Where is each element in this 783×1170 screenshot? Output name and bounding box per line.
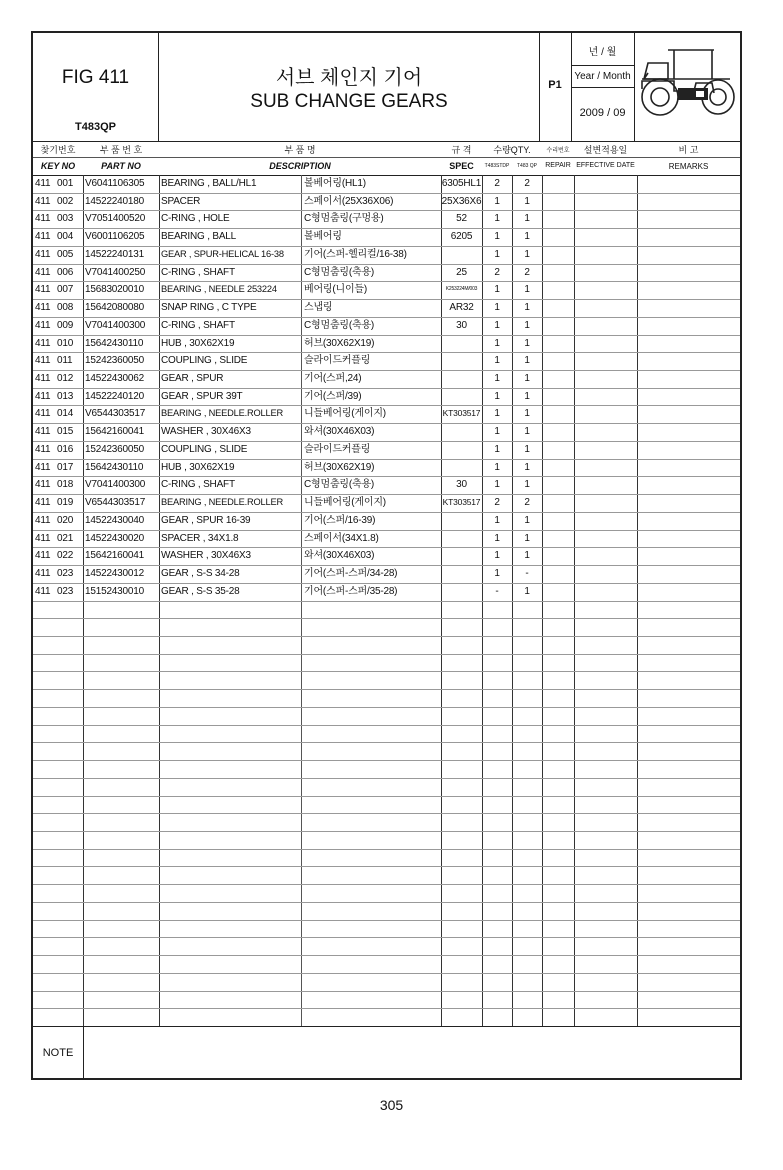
parts-sheet <box>31 31 742 1080</box>
cell-key: 003 <box>57 213 74 225</box>
cell-q1: 1 <box>494 319 500 331</box>
col-part-en: PART NO <box>101 161 141 171</box>
cell-key: 009 <box>57 319 74 331</box>
cell-spec: 25 <box>456 266 467 278</box>
note-box <box>33 1026 740 1079</box>
cell-desc-kr: 니들베어링(게이지) <box>304 497 386 509</box>
cell-desc-kr: 허브(30X62X19) <box>304 461 375 473</box>
cell-q1: 1 <box>494 373 500 385</box>
cell-q2: 1 <box>524 532 530 544</box>
cell-desc-en: GEAR , SPUR <box>161 373 224 385</box>
cell-fig: 411 <box>35 514 51 526</box>
cell-q2: 1 <box>524 585 530 597</box>
ym-korean: 년 / 월 <box>588 47 617 58</box>
cell-q2: 1 <box>524 443 530 455</box>
cell-part: V6041106305 <box>85 178 145 189</box>
cell-part: 15642160041 <box>85 550 144 562</box>
model-code: T483QP <box>75 121 116 133</box>
cell-q1: 1 <box>494 550 500 562</box>
cell-q2: 1 <box>524 479 530 491</box>
sheet-header <box>33 33 740 142</box>
cell-q2: 1 <box>524 550 530 562</box>
cell-key: 022 <box>57 550 74 562</box>
cell-desc-kr: C형멈춤링(축용) <box>304 479 375 491</box>
cell-q1: 1 <box>494 337 500 349</box>
cell-q1: 1 <box>494 479 500 491</box>
cell-desc-en: GEAR , SPUR-HELICAL 16-38 <box>161 248 284 259</box>
cell-fig: 411 <box>35 355 51 367</box>
cell-q2: 1 <box>524 231 530 243</box>
cell-fig: 411 <box>35 568 51 580</box>
ym-value: 2009 / 09 <box>579 107 626 119</box>
cell-key: 005 <box>57 248 74 260</box>
cell-desc-en: GEAR , SPUR 39T <box>161 390 243 402</box>
cell-q1: 1 <box>494 426 500 438</box>
cell-part: V7041400300 <box>85 479 146 491</box>
cell-desc-en: C-RING , HOLE <box>161 213 230 225</box>
col-qty: 수량QTY. <box>493 145 531 155</box>
cell-part: V6001106205 <box>85 231 145 243</box>
cell-desc-en: C-RING , SHAFT <box>161 319 235 331</box>
cell-q1: 1 <box>494 213 500 225</box>
cell-q1: 1 <box>494 568 500 580</box>
cell-q2: 1 <box>524 426 530 438</box>
cell-key: 015 <box>57 426 74 438</box>
cell-part: 14522240131 <box>85 248 144 260</box>
cell-desc-en: HUB , 30X62X19 <box>161 337 235 349</box>
col-desc-kr: 부 품 명 <box>284 145 316 155</box>
col-qty-std: T483STDP <box>484 163 510 169</box>
cell-key: 007 <box>57 284 74 296</box>
cell-key: 023 <box>57 568 74 580</box>
cell-q2: 1 <box>524 195 530 207</box>
cell-q1: 1 <box>494 532 500 544</box>
cell-desc-kr: 볼베어링 <box>304 231 342 243</box>
cell-desc-kr: 스페이서(25X36X06) <box>304 195 394 207</box>
cell-q1: 1 <box>494 231 500 243</box>
cell-part: 15642430110 <box>85 461 144 473</box>
cell-q2: 1 <box>524 284 530 296</box>
cell-desc-en: BEARING , NEEDLE.ROLLER <box>161 497 283 508</box>
cell-fig: 411 <box>35 284 51 296</box>
cell-desc-en: C-RING , SHAFT <box>161 479 235 491</box>
year-month-block <box>571 33 634 141</box>
cell-key: 011 <box>57 355 73 367</box>
cell-part: 14522240180 <box>85 195 144 207</box>
title-block <box>159 33 539 141</box>
fig-block <box>33 33 158 141</box>
cell-spec: K253224M/003 <box>445 286 478 293</box>
cell-key: 017 <box>57 461 74 473</box>
cell-fig: 411 <box>35 426 51 438</box>
col-qty-qp: T483 QP <box>516 163 537 169</box>
cell-fig: 411 <box>35 373 51 385</box>
cell-part: 14522430062 <box>85 373 144 385</box>
cell-fig: 411 <box>35 390 51 402</box>
cell-key: 004 <box>57 231 74 243</box>
cell-q1: 1 <box>494 390 500 402</box>
cell-desc-kr: 슬라이드커플링 <box>304 355 371 367</box>
cell-q2: 1 <box>524 355 530 367</box>
cell-key: 008 <box>57 302 74 314</box>
cell-q1: 2 <box>494 266 500 278</box>
cell-q2: 1 <box>524 408 530 420</box>
col-rem-kr: 비 고 <box>678 145 699 155</box>
cell-q2: 1 <box>524 461 530 473</box>
col-repair-en: REPAIR <box>545 162 571 169</box>
fig-number: FIG 411 <box>61 67 130 88</box>
cell-part: V7041400300 <box>85 319 146 331</box>
cell-spec: AR32 <box>449 302 474 314</box>
cell-desc-kr: 기어(스퍼/16-39) <box>304 514 376 526</box>
cell-spec: 6205 <box>450 231 473 243</box>
cell-q1: 1 <box>494 443 500 455</box>
cell-fig: 411 <box>35 231 51 243</box>
cell-desc-en: BEARING , NEEDLE.ROLLER <box>161 408 283 419</box>
cell-spec: 6305HL1 <box>441 178 482 189</box>
cell-fig: 411 <box>35 550 51 562</box>
col-eff-kr: 설변적용일 <box>583 145 628 155</box>
col-desc-en: DESCRIPTION <box>269 161 331 171</box>
cell-q2: 1 <box>524 302 530 314</box>
cell-part: 15642430110 <box>85 337 144 349</box>
cell-fig: 411 <box>35 213 51 225</box>
cell-desc-kr: 기어(스퍼/39) <box>304 390 362 402</box>
cell-fig: 411 <box>35 532 51 544</box>
cell-q2: 1 <box>524 514 530 526</box>
cell-q1: 1 <box>494 248 500 260</box>
cell-key: 023 <box>57 585 74 597</box>
cell-desc-en: WASHER , 30X46X3 <box>161 550 251 562</box>
cell-key: 019 <box>57 497 74 509</box>
cell-desc-kr: C형멈춤링(축용) <box>304 266 375 278</box>
column-header <box>33 141 740 176</box>
cell-desc-kr: C형멈춤링(구멍용) <box>304 213 384 225</box>
title-korean: 서브 체인지 기어 <box>275 67 423 89</box>
cell-spec: 30 <box>456 479 467 491</box>
cell-q2: 1 <box>524 248 530 260</box>
cell-desc-en: SPACER , 34X1.8 <box>161 532 239 544</box>
cell-q2: - <box>525 568 529 580</box>
cell-part: 15242360050 <box>85 443 144 455</box>
page-number: 305 <box>379 1097 404 1113</box>
cell-q2: 1 <box>524 373 530 385</box>
cell-part: V7041400250 <box>85 266 146 278</box>
cell-q1: 2 <box>494 497 500 509</box>
title-english: SUB CHANGE GEARS <box>250 91 448 112</box>
col-rem-en: REMARKS <box>668 162 709 171</box>
cell-q2: 2 <box>524 497 530 509</box>
cell-fig: 411 <box>35 302 51 314</box>
cell-part: 15152430010 <box>85 585 144 597</box>
cell-desc-kr: 스페이서(34X1.8) <box>304 532 379 544</box>
cell-key: 002 <box>57 195 74 207</box>
page-code-label: P1 <box>548 79 562 91</box>
cell-q1: 1 <box>494 355 500 367</box>
tractor-icon <box>634 33 740 141</box>
cell-spec: 30 <box>456 319 467 331</box>
cell-key: 010 <box>57 337 74 349</box>
cell-fig: 411 <box>35 461 51 473</box>
cell-q2: 2 <box>524 178 530 189</box>
cell-q1: 1 <box>494 461 500 473</box>
parts-table <box>33 175 740 1026</box>
cell-desc-en: COUPLING , SLIDE <box>161 443 248 455</box>
col-spec-kr: 규 격 <box>451 145 472 155</box>
col-part-kr: 부 품 번 호 <box>99 145 143 155</box>
cell-fig: 411 <box>35 408 51 420</box>
cell-desc-kr: 기어(스퍼-스퍼/34-28) <box>304 568 398 580</box>
cell-part: 14522430040 <box>85 514 144 526</box>
cell-part: V7051400520 <box>85 213 146 225</box>
cell-spec: 25X36X6 <box>441 195 482 207</box>
cell-desc-en: BEARING , BALL <box>161 231 237 243</box>
cell-desc-kr: 스냅링 <box>304 302 333 314</box>
cell-desc-kr: 허브(30X62X19) <box>304 337 375 349</box>
cell-q2: 1 <box>524 213 530 225</box>
cell-key: 013 <box>57 390 74 402</box>
ym-english: Year / Month <box>574 71 631 82</box>
cell-desc-kr: 와셔(30X46X03) <box>304 550 375 562</box>
cell-spec: 52 <box>456 213 467 225</box>
cell-part: 15642080080 <box>85 302 144 314</box>
cell-fig: 411 <box>35 337 51 349</box>
cell-fig: 411 <box>35 319 51 331</box>
cell-desc-kr: C형멈춤링(축용) <box>304 319 375 331</box>
cell-q1: 1 <box>494 302 500 314</box>
cell-part: V6544303517 <box>85 497 146 509</box>
cell-part: 15642160041 <box>85 426 144 438</box>
cell-q2: 1 <box>524 337 530 349</box>
cell-q2: 2 <box>524 266 530 278</box>
cell-key: 001 <box>57 178 74 189</box>
cell-fig: 411 <box>35 178 51 189</box>
cell-desc-en: GEAR , S-S 34-28 <box>161 568 240 580</box>
cell-q1: 1 <box>494 195 500 207</box>
cell-q1: 1 <box>494 284 500 296</box>
cell-desc-kr: 니들베어링(게이지) <box>304 408 386 420</box>
cell-desc-en: COUPLING , SLIDE <box>161 355 248 367</box>
cell-fig: 411 <box>35 195 51 207</box>
cell-desc-en: BEARING , NEEDLE 253224 <box>161 284 277 295</box>
cell-desc-en: WASHER , 30X46X3 <box>161 426 251 438</box>
cell-fig: 411 <box>35 479 51 491</box>
cell-desc-en: SNAP RING , C TYPE <box>161 302 257 314</box>
note-label: NOTE <box>42 1047 74 1059</box>
cell-desc-kr: 기어(스퍼-헬리컬/16-38) <box>304 248 407 260</box>
cell-q1: 2 <box>494 178 500 189</box>
cell-desc-en: GEAR , S-S 35-28 <box>161 585 240 597</box>
cell-key: 016 <box>57 443 74 455</box>
cell-part: 14522240120 <box>85 390 144 402</box>
cell-desc-kr: 기어(스퍼,24) <box>304 373 362 385</box>
cell-q2: 1 <box>524 319 530 331</box>
cell-desc-kr: 슬라이드커플링 <box>304 443 371 455</box>
cell-desc-kr: 기어(스퍼-스퍼/35-28) <box>304 585 398 597</box>
cell-q1: 1 <box>494 408 500 420</box>
cell-fig: 411 <box>35 497 51 509</box>
cell-key: 006 <box>57 266 74 278</box>
cell-fig: 411 <box>35 266 51 278</box>
cell-q1: - <box>495 585 499 597</box>
cell-key: 018 <box>57 479 74 491</box>
cell-desc-en: GEAR , SPUR 16-39 <box>161 514 251 526</box>
cell-key: 021 <box>57 532 74 544</box>
cell-q2: 1 <box>524 390 530 402</box>
cell-part: V6544303517 <box>85 408 146 420</box>
cell-spec: KT303517 <box>442 408 481 419</box>
cell-part: 15242360050 <box>85 355 144 367</box>
cell-desc-en: C-RING , SHAFT <box>161 266 235 278</box>
cell-key: 014 <box>57 408 74 420</box>
cell-desc-en: BEARING , BALL/HL1 <box>161 178 257 189</box>
cell-desc-en: HUB , 30X62X19 <box>161 461 235 473</box>
cell-key: 020 <box>57 514 74 526</box>
cell-fig: 411 <box>35 443 51 455</box>
col-spec-en: SPEC <box>449 161 474 171</box>
cell-fig: 411 <box>35 248 51 260</box>
col-key-kr: 찾기번호 <box>40 145 76 155</box>
col-repair-kr: 수리번호 <box>546 148 570 154</box>
cell-desc-kr: 볼베어링(HL1) <box>304 178 366 189</box>
cell-desc-kr: 베어링(니이들) <box>304 284 368 296</box>
cell-q1: 1 <box>494 514 500 526</box>
cell-fig: 411 <box>35 585 51 597</box>
cell-part: 14522430012 <box>85 568 144 580</box>
col-key-en: KEY NO <box>40 161 76 171</box>
cell-desc-kr: 와셔(30X46X03) <box>304 426 375 438</box>
cell-part: 15683020010 <box>85 284 144 296</box>
cell-spec: KT303517 <box>442 497 481 508</box>
cell-part: 14522430020 <box>85 532 144 544</box>
cell-key: 012 <box>57 373 74 385</box>
cell-desc-en: SPACER <box>161 195 201 207</box>
col-eff-en: EFFECTIVE DATE <box>576 162 635 169</box>
page-code <box>539 33 571 141</box>
